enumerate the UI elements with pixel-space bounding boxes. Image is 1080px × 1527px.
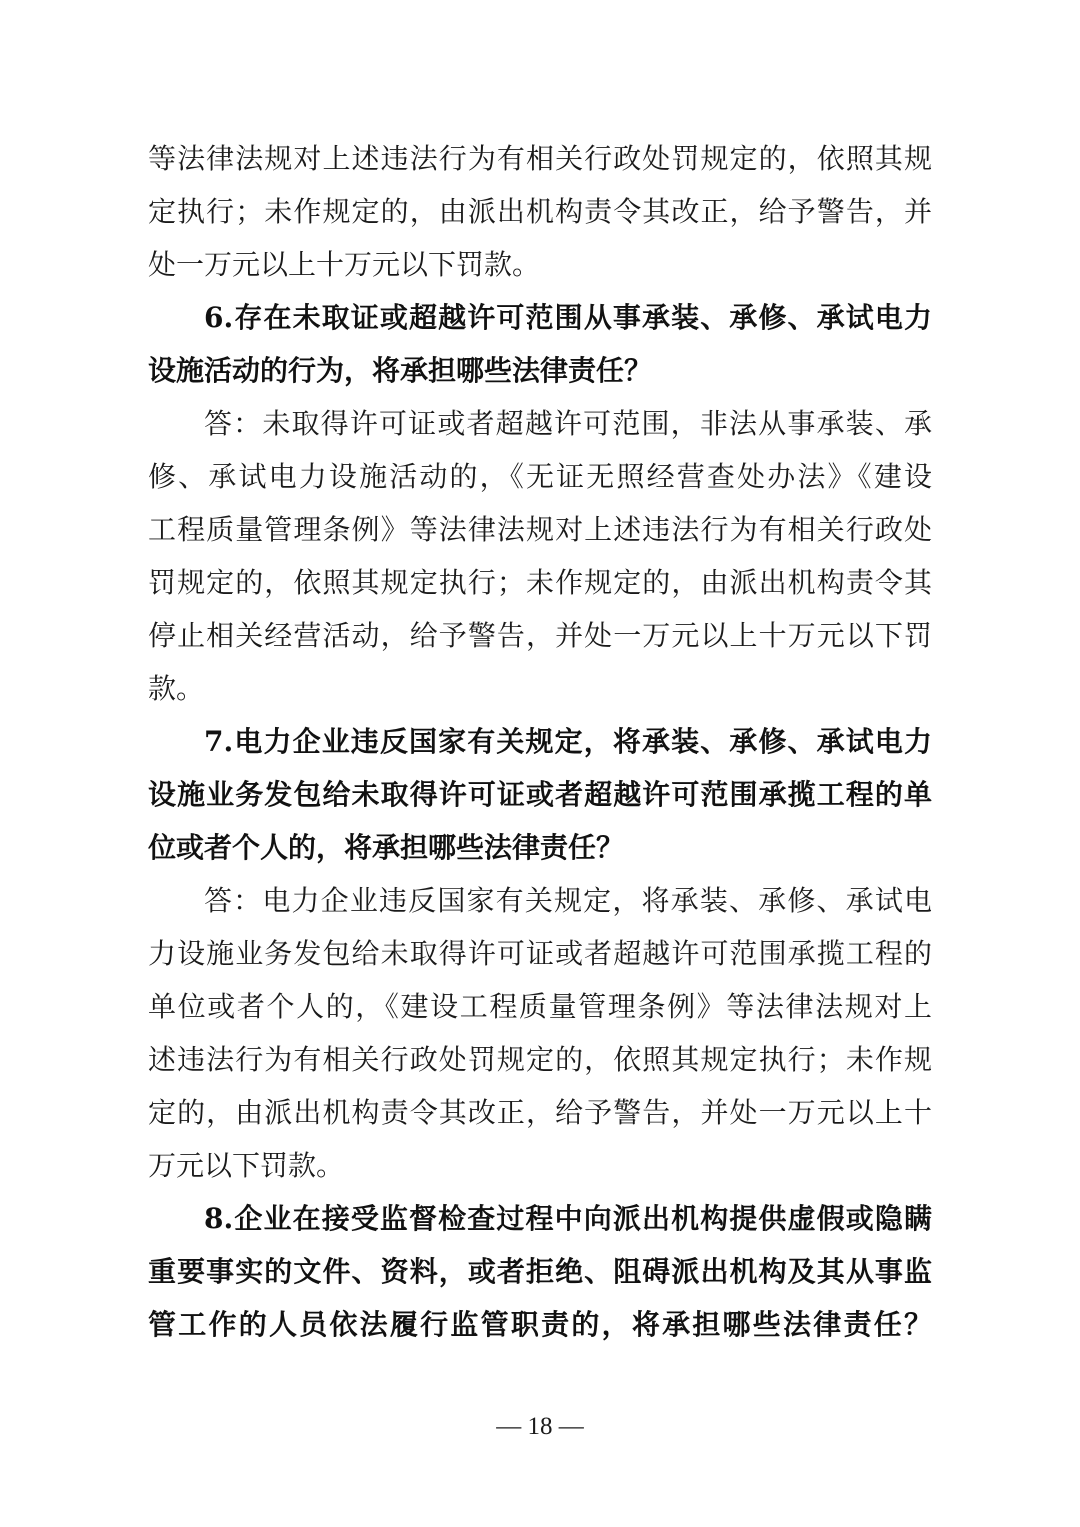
text-line: 设施活动的行为，将承担哪些法律责任？: [148, 354, 653, 387]
text-line: 款。: [148, 672, 205, 705]
text-line: 定的，由派出机构责令其改正，给予警告，并处一万元以上十: [148, 1096, 932, 1129]
text-line: 答：未取得许可证或者超越许可范围，非法从事承装、承: [204, 407, 932, 440]
document-page: [148, 132, 932, 1351]
text-line: 工程质量管理条例》等法律法规对上述违法行为有相关行政处: [148, 513, 932, 546]
text-line: 单位或者个人的，《建设工程质量管理条例》等法律法规对上: [148, 990, 932, 1023]
text-line: 位或者个人的，将承担哪些法律责任？: [148, 831, 625, 864]
text-line: 设施业务发包给未取得许可证或者超越许可范围承揽工程的单: [148, 778, 932, 811]
text-line: 罚规定的，依照其规定执行；未作规定的，由派出机构责令其: [148, 566, 932, 599]
answer-paragraph: [148, 397, 932, 715]
text-line: 万元以下罚款。: [148, 1149, 345, 1182]
text-line: 定执行；未作规定的，由派出机构责令其改正，给予警告，并: [148, 195, 932, 228]
question-heading: [148, 715, 932, 874]
answer-paragraph: [148, 874, 932, 1192]
text-line: 7.电力企业违反国家有关规定，将承装、承修、承试电力: [204, 725, 932, 758]
text-line: 力设施业务发包给未取得许可证或者超越许可范围承揽工程的: [148, 937, 932, 970]
page-number: — 18 —: [496, 1413, 584, 1440]
text-line: 等法律法规对上述违法行为有相关行政处罚规定的，依照其规: [148, 142, 932, 175]
text-line: 6.存在未取证或超越许可范围从事承装、承修、承试电力: [204, 301, 932, 334]
text-line: 处一万元以上十万元以下罚款。: [148, 248, 541, 281]
text-line: 修、承试电力设施活动的，《无证无照经营查处办法》《建设: [148, 460, 932, 493]
text-line: 管工作的人员依法履行监管职责的，将承担哪些法律责任？: [148, 1308, 932, 1341]
text-line: 重要事实的文件、资料，或者拒绝、阻碍派出机构及其从事监: [148, 1255, 932, 1288]
text-line: 答：电力企业违反国家有关规定，将承装、承修、承试电: [204, 884, 932, 917]
question-heading: [148, 291, 932, 397]
text-line: 8.企业在接受监督检查过程中向派出机构提供虚假或隐瞒: [204, 1202, 932, 1235]
answer-paragraph: [148, 132, 932, 291]
question-heading: [148, 1192, 932, 1351]
text-line: 停止相关经营活动，给予警告，并处一万元以上十万元以下罚: [148, 619, 932, 652]
text-line: 述违法行为有相关行政处罚规定的，依照其规定执行；未作规: [148, 1043, 932, 1076]
